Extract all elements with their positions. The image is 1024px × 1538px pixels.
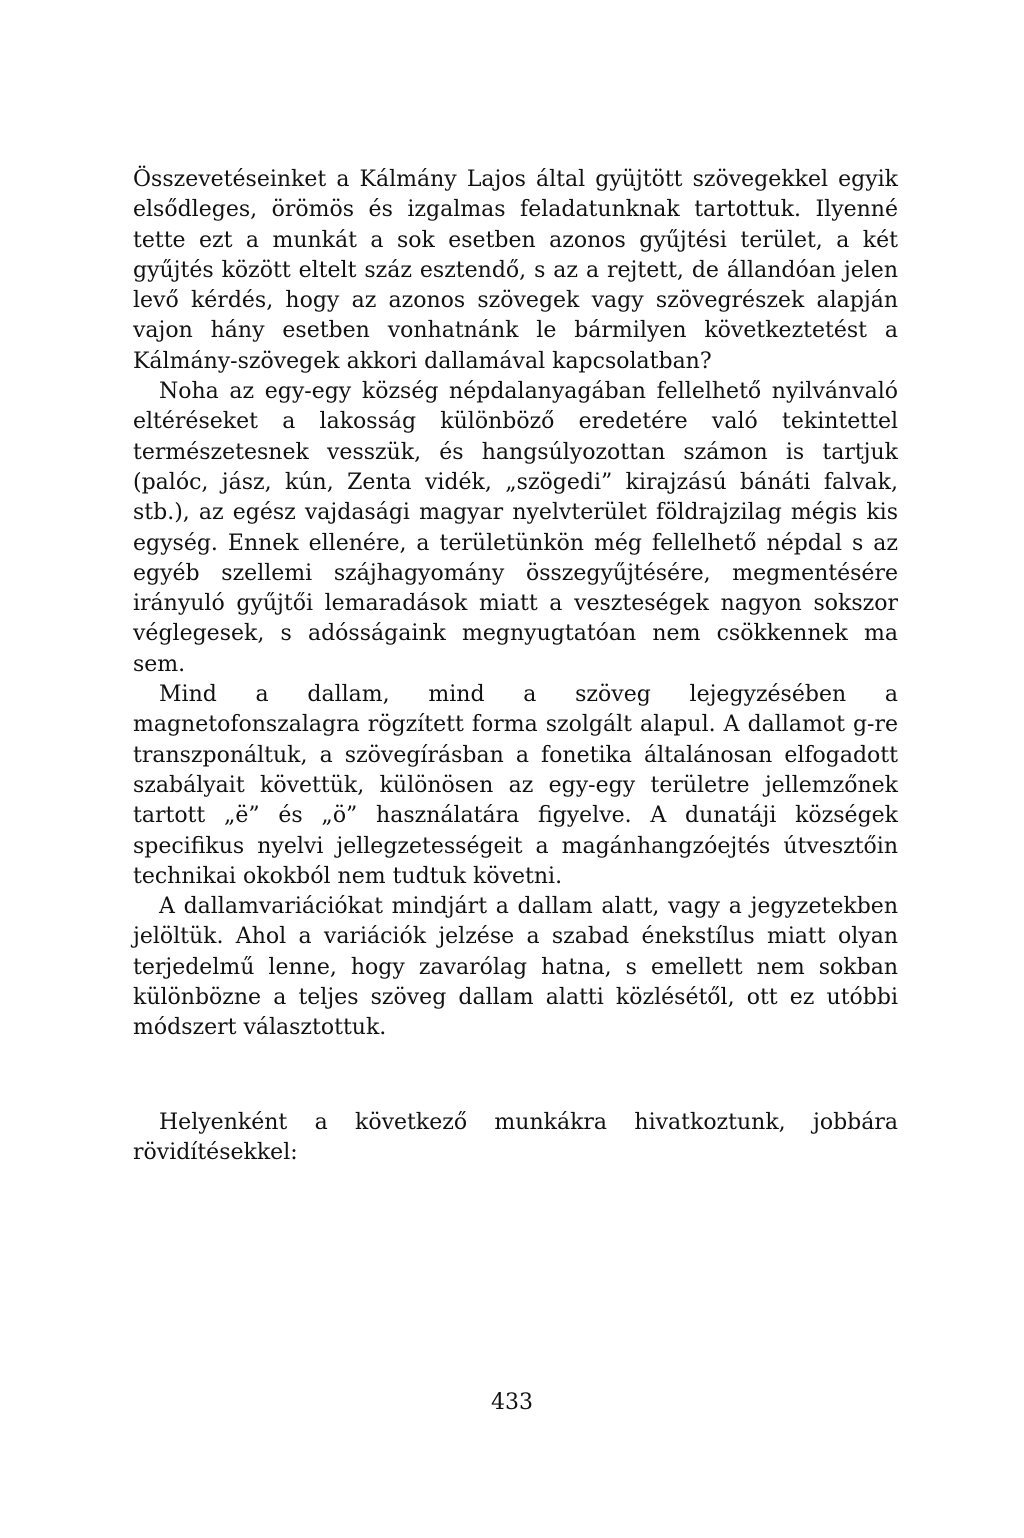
paragraph-references-intro: Helyenként a következő munkákra hivatkoztunk, jobbára rövidítésekkel: xyxy=(133,1109,898,1165)
paragraph-regional-differences: Noha az egy-egy község népdalanyagában fellelhető nyilvánvaló eltéréseket a lakosság különböző eredetére való tekintettel természetesnek vesszük, és hangsúlyozottan számon is tartjuk (palóc, jász, kún, Zenta vidék, „szögedi” kirajzású bánáti falvak, stb.), az egész vajdasági magyar nyelvterület földrajzilag mégis kis egység. Ennek ellenére, a területünkön még fellelhető népdal s az egyéb szellemi szájhagyomány összegyűjtésére, megmentésére irányuló gyűjtői lemaradások miatt a veszteségek nagyon sokszor véglegesek, s adósságaink megnyugtatóan nem csökkennek ma sem. xyxy=(133,379,898,677)
paragraph-transcription-method: Mind a dallam, mind a szöveg lejegyzésében a magnetofonszalagra rögzített forma szolgált alapul. A dallamot g-re transzponáltuk, a szövegírásban a fonetika általánosan elfogadott szabályait követtük, különösen az egy-egy területre jellemzőnek tartott „ë” és „ö” használatára figyelve. A dunatáji községek specifikus nyelvi jellegzetességeit a magánhangzóejtés útvesztőin technikai okokból nem tudtuk követni. xyxy=(133,682,898,889)
page-number: 433 xyxy=(491,1390,533,1415)
paragraph-melody-variations: A dallamvariációkat mindjárt a dallam alatt, vagy a jegyzetekben jelöltük. Ahol a variációk jelzése a szabad énekstílus miatt olyan terjedelmű lenne, hogy zavarólag hatna, s emellett nem sokban különbözne a teljes szöveg dallam alatti közlésétől, ott ez utóbbi módszert választottuk. xyxy=(133,894,898,1041)
paragraph-kalmany-comparison: Összevetéseinket a Kálmány Lajos által gyüjtött szövegekkel egyik elsődleges, örömös és izgalmas feladatunknak tartottuk. Ilyenné tette ezt a munkát a sok esetben azonos gyűjtési terület, a két gyűjtés között eltelt száz esztendő, s az a rejtett, de állandóan jelen levő kérdés, hogy az azonos szövegek vagy szövegrészek alapján vajon hány esetben vonhatnánk le bármilyen következtetést a Kálmány-szövegek akkori dallamával kapcsolatban? xyxy=(133,167,898,374)
document-body xyxy=(133,165,898,1168)
